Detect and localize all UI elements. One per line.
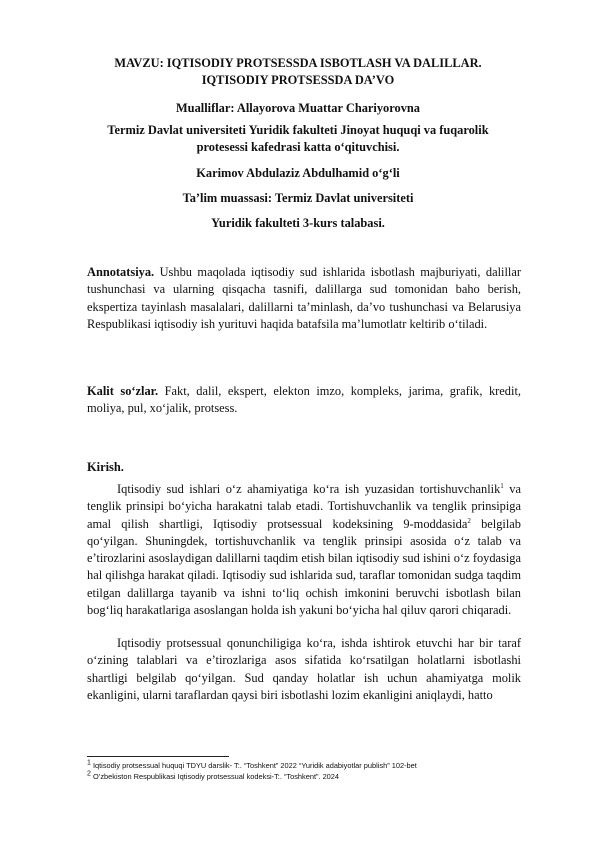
- footnote-2-mark: 2: [87, 770, 91, 778]
- institution-line: Ta’lim muassasi: Termiz Davlat universiteti: [182, 191, 414, 205]
- introduction-paragraph-2: Iqtisodiy protsessual qonunchiligiga ko‘ra, ishda ishtirok etuvchi har bir taraf o‘zining talablari va e’tirozlariga asos sifatida ko‘rsatilgan holatlarni isbotlashi shartligi belgilab qo‘yilgan. Sud qanday holatlar ish uchun ahamiyatga molik ekanligini, ularni taraflardan qaysi biri isbotlashi lozim ekanligini aniqlaydi, hatto: [87, 636, 521, 702]
- coauthor-line: Karimov Abdulaziz Abdulhamid o‘g‘li: [196, 166, 400, 180]
- intro-text-a: Iqtisodiy sud ishlari o‘z ahamiyatiga ko‘ra ish yuzasidan tortishuvchanlik: [117, 482, 501, 496]
- title-line-1: MAVZU: IQTISODIY PROTSESSDA ISBOTLASH VA DALILLAR.: [114, 56, 482, 70]
- footnote-ref-1[interactable]: 1: [500, 481, 504, 490]
- keywords-text: Fakt, dalil, ekspert, elekton imzo, kompleks, jarima, grafik, kredit, moliya, pul, xo‘jalik, protsess.: [87, 384, 521, 416]
- footnote-1: [87, 761, 547, 771]
- authors-line: Mualliflar: Allayorova Muattar Chariyorovna: [175, 101, 420, 115]
- affiliation-line-2: protesessi kafedrasi katta o‘qituvchisi.: [196, 140, 400, 154]
- section-heading-introduction: Kirish.: [87, 460, 124, 474]
- keywords-paragraph: [87, 383, 521, 418]
- footnote-1-mark: 1: [87, 759, 91, 767]
- footnote-2: [87, 772, 547, 782]
- footnote-ref-2[interactable]: 2: [467, 516, 471, 525]
- annotation-label: Annotatsiya.: [87, 265, 155, 279]
- annotation-paragraph: [87, 264, 521, 333]
- keywords-label: Kalit so‘zlar.: [87, 384, 159, 398]
- footnote-2-text: O’zbekiston Respublikasi Iqtisodiy protsessual kodeksi-T:. “Toshkent”. 2024: [90, 772, 340, 781]
- introduction-paragraph-1: [87, 481, 521, 619]
- intro-text-c: belgilab qo‘yilgan. Shuningdek, tortishuvchanlik va tenglik prinsipi asosida o‘z talab va e’tirozlarini asoslaydigan dalillarni taqdim etish bilan iqtisodiy sud ishini o‘z foydasiga hal qilishga harakat qiladi. Iqtisodiy sud ishlarida sud, taraflar tomonidan sudga taqdim etilgan dalillarga tayanib va ishni to‘liq ochish imkonini beruvchi isbotlash bilan bog‘liq harakatlariga asoslangan holda ish yakuni bo‘yicha hal qiluv qarori chiqaradi.: [87, 516, 521, 618]
- student-status-line: Yuridik fakulteti 3-kurs talabasi.: [211, 216, 385, 230]
- affiliation-line-1: Termiz Davlat universiteti Yuridik fakulteti Jinoyat huquqi va fuqarolik: [107, 123, 489, 137]
- affiliation: [60, 122, 536, 156]
- annotation-text: Ushbu maqolada iqtisodiy sud ishlarida isbotlash majburiyati, dalillar tushunchasi va ularning qisqacha tasnifi, dalillarga sud tomonidan baho berish, ekspertiza tayinlash masalalari, dalillarni ta’minlash, da’vo tushunchasi va Belarusiya Respublikasi iqtisodiy ish yurituvi haqida batafsila ma’lumotlatr keltirib o‘tiladi.: [87, 265, 521, 331]
- intro-text-b: va tenglik prinsipi bo‘yicha harakatni talab etadi. Tortishuvchanlik va tenglik prinsipiga amal qilish shartligi, Iqtisodiy protsessual kodeksining 9-moddasida: [87, 482, 521, 531]
- footnote-1-text: Iqtisodiy protsessual huquqi TDYU darslik- T:. “Toshkent” 2022 “Yuridik adabiyotlar publish” 102-bet: [90, 761, 417, 770]
- paper-title: [80, 55, 516, 89]
- footnote-divider: [87, 756, 229, 757]
- title-line-2: IQTISODIY PROTSESSDA DA’VO: [201, 73, 395, 87]
